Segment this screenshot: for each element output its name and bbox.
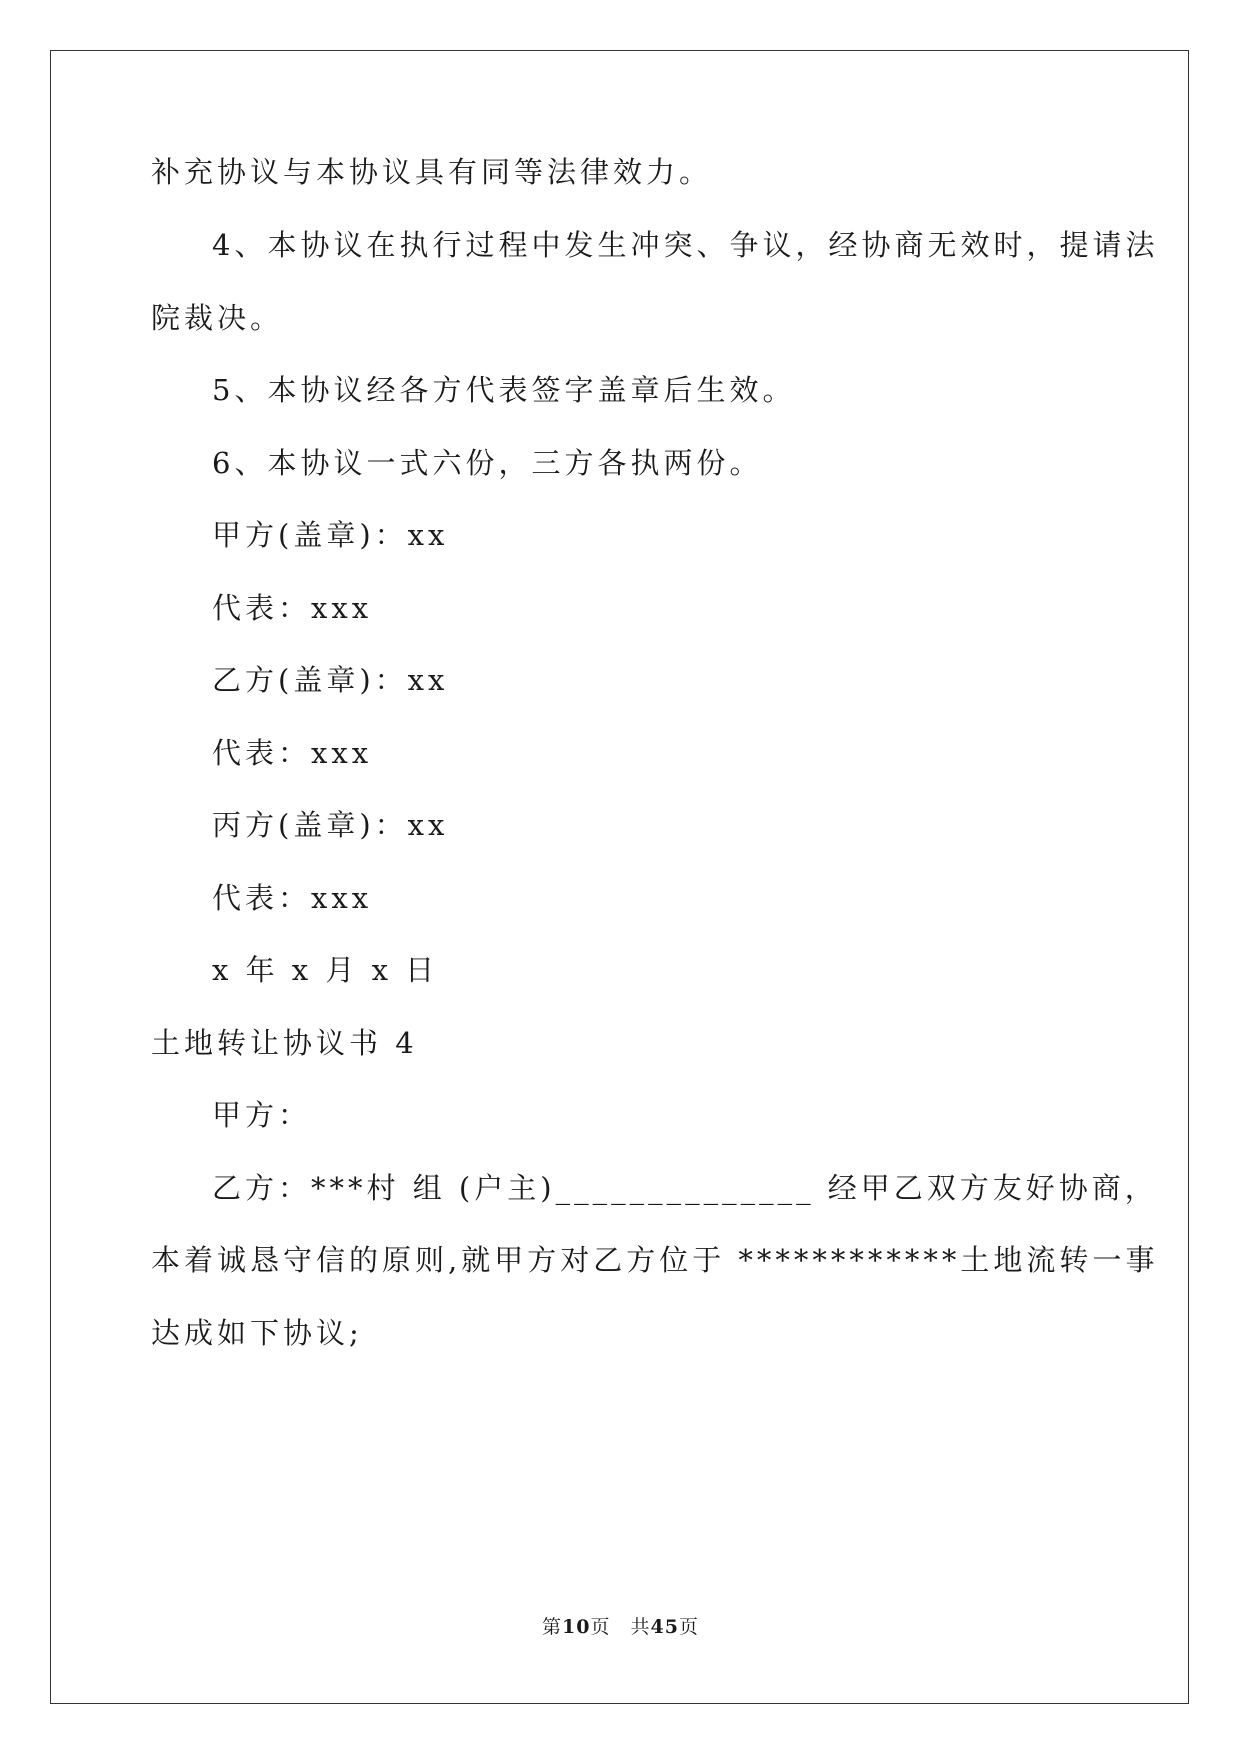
page-border xyxy=(50,50,1189,1704)
paragraph-line: 4、本协议在执行过程中发生冲突、争议，经协商无效时，提请法 xyxy=(212,228,1159,262)
page-prefix: 第 xyxy=(542,1616,563,1638)
total-prefix: 共 xyxy=(630,1616,651,1638)
paragraph-line: 6、本协议一式六份，三方各执两份。 xyxy=(212,446,763,480)
representative-line: 代表：xxx xyxy=(212,591,373,625)
party-a-seal-line: 甲方(盖章)：xx xyxy=(212,518,449,552)
party-b-line: 乙方：***村 组 (户主)______________ 经甲乙双方友好协商， xyxy=(212,1171,1158,1205)
representative-line: 代表：xxx xyxy=(212,736,373,770)
section-heading: 土地转让协议书 4 xyxy=(151,1026,418,1060)
party-a-line: 甲方： xyxy=(212,1098,312,1132)
date-line: x 年 x 月 x 日 xyxy=(212,953,439,987)
total-pages: 45 xyxy=(650,1616,679,1638)
page-footer xyxy=(0,1612,1241,1639)
paragraph-line: 本着诚恳守信的原则,就甲方对乙方位于 ************土地流转一事 xyxy=(151,1243,1159,1277)
paragraph-line: 补充协议与本协议具有同等法律效力。 xyxy=(151,155,713,189)
paragraph-line: 院裁决。 xyxy=(151,301,284,335)
representative-line: 代表：xxx xyxy=(212,881,373,915)
party-b-seal-line: 乙方(盖章)：xx xyxy=(212,663,449,697)
total-suffix: 页 xyxy=(678,1616,699,1638)
paragraph-line: 5、本协议经各方代表签字盖章后生效。 xyxy=(212,373,796,407)
page-number: 10 xyxy=(562,1616,591,1638)
page-suffix: 页 xyxy=(590,1616,611,1638)
party-c-seal-line: 丙方(盖章)：xx xyxy=(212,808,449,842)
paragraph-line: 达成如下协议; xyxy=(151,1316,363,1350)
